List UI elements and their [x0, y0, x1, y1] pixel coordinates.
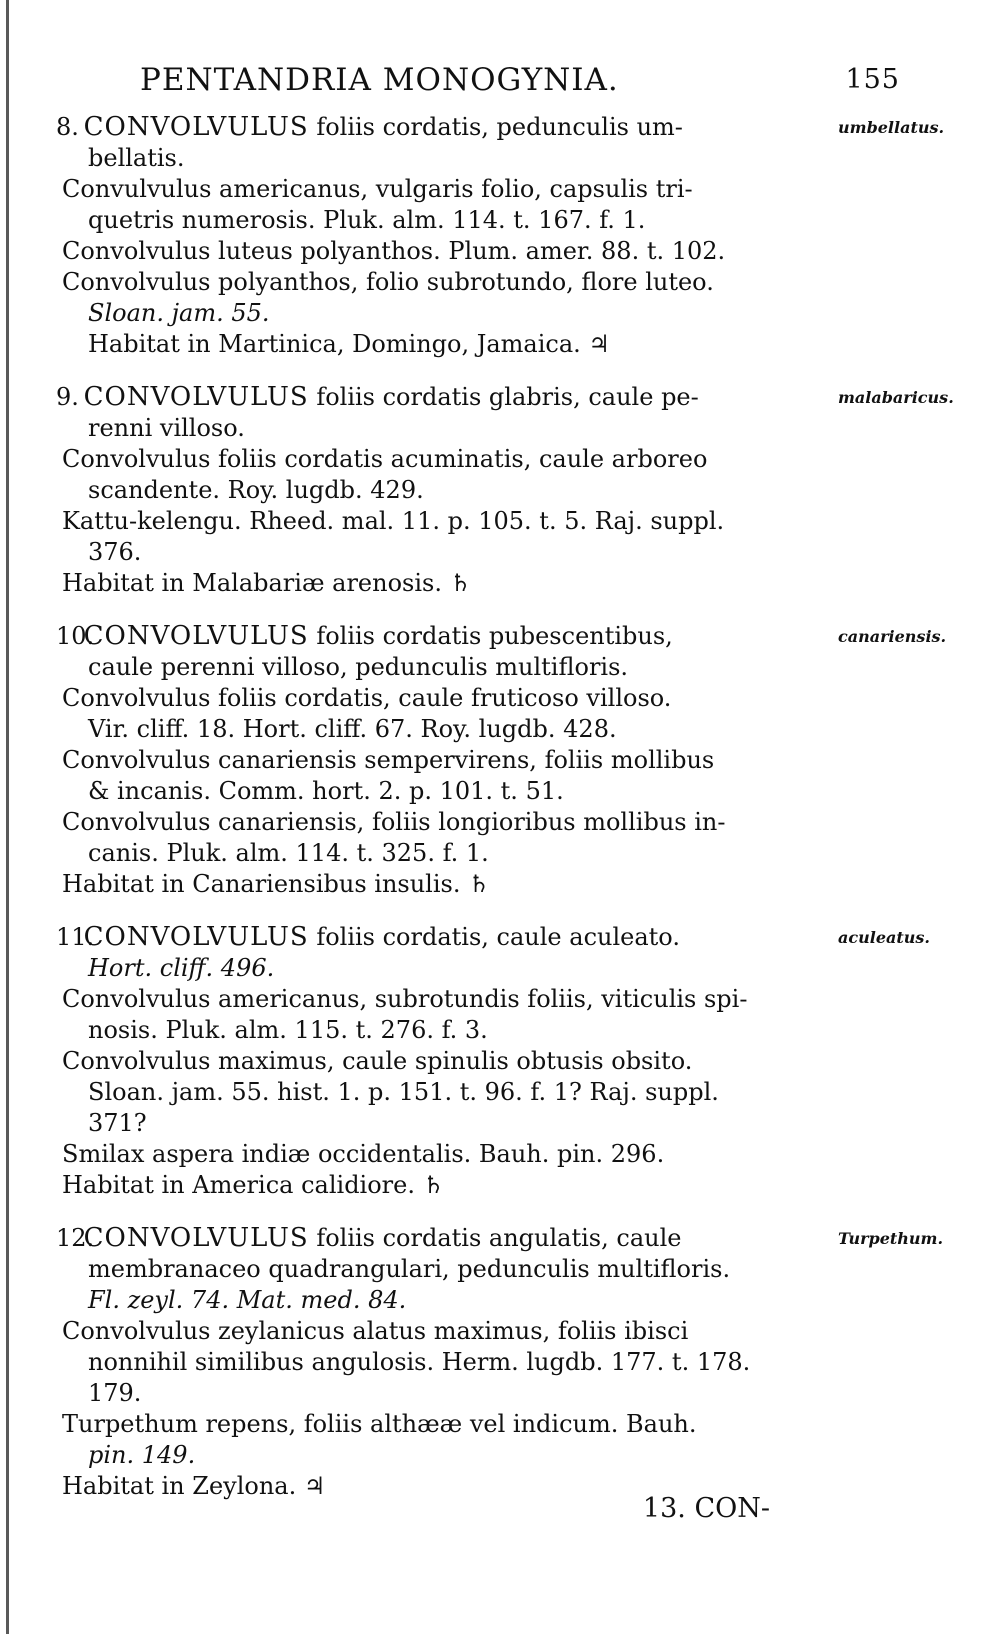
diagnosis: foliis cordatis, caule aculeato.	[316, 923, 680, 951]
entry-number: 10.	[56, 622, 95, 650]
genus-name: CONVOLVULUS	[83, 1223, 309, 1253]
synonym-line: Smilax aspera indiæ occidentalis. Bauh. pin. 296.	[62, 1140, 665, 1168]
synonym-line: Sloan. jam. 55. hist. 1. p. 151. t. 96. f. 1? Raj. suppl.	[88, 1078, 719, 1106]
genus-name: CONVOLVULUS	[83, 382, 309, 412]
habitat: Habitat in Zeylona. ♃	[62, 1472, 326, 1500]
habitat: Habitat in Malabariæ arenosis. ♄	[62, 569, 472, 597]
synonym-line: quetris numerosis. Pluk. alm. 114. t. 167. f. 1.	[88, 206, 646, 234]
diagnosis: foliis cordatis angulatis, caule	[316, 1224, 682, 1252]
diagnosis: foliis cordatis glabris, caule pe-	[316, 383, 699, 411]
catchword: 13. CON-	[642, 1493, 770, 1524]
synonym-line: Vir. cliff. 18. Hort. cliff. 67. Roy. lugdb. 428.	[88, 715, 617, 743]
synonym-line: Convolvulus luteus polyanthos. Plum. amer. 88. t. 102.	[62, 237, 726, 265]
habitat: Habitat in Canariensibus insulis. ♄	[62, 870, 490, 898]
synonym-line: Convolvulus polyanthos, folio subrotundo, flore luteo.	[62, 268, 714, 296]
header-title: PENTANDRIA MONOGYNIA.	[140, 62, 619, 98]
page-spine-edge	[6, 0, 9, 1634]
synonym-line: Kattu-kelengu. Rheed. mal. 11. p. 105. t. 5. Raj. suppl.	[62, 507, 725, 535]
species-entry-9	[56, 382, 954, 599]
synonym-line: nosis. Pluk. alm. 115. t. 276. f. 3.	[88, 1016, 488, 1044]
synonym-line: 371?	[88, 1109, 147, 1137]
synonym-line: pin. 149.	[88, 1441, 196, 1469]
genus-name: CONVOLVULUS	[83, 112, 309, 142]
species-entry-8	[56, 112, 945, 360]
synonym-line: Convolvulus foliis cordatis acuminatis, caule arboreo	[62, 445, 708, 473]
diagnosis-continued: membranaceo quadrangulari, pedunculis multifloris.	[88, 1255, 731, 1283]
entry-number: 9.	[56, 383, 79, 411]
synonym-line: Convulvulus americanus, vulgaris folio, capsulis tri-	[62, 175, 693, 203]
synonym-line: 179.	[88, 1379, 142, 1407]
diagnosis-continued: caule perenni villoso, pedunculis multifloris.	[88, 653, 629, 681]
genus-name: CONVOLVULUS	[83, 922, 309, 952]
trivial-name: umbellatus.	[838, 118, 945, 137]
species-entry-10	[56, 621, 947, 900]
synonym-line: & incanis. Comm. hort. 2. p. 101. t. 51.	[88, 777, 564, 805]
synonym-line: Convolvulus maximus, caule spinulis obtusis obsito.	[62, 1047, 693, 1075]
synonym-line: canis. Pluk. alm. 114. t. 325. f. 1.	[88, 839, 489, 867]
entry-number: 11.	[56, 923, 95, 951]
synonym-line: Turpethum repens, foliis althææ vel indicum. Bauh.	[62, 1410, 697, 1438]
diagnosis: foliis cordatis, pedunculis um-	[316, 113, 683, 141]
synonym-line: 376.	[88, 538, 142, 566]
synonym-line: nonnihil similibus angulosis. Herm. lugdb. 177. t. 178.	[88, 1348, 751, 1376]
diagnosis-continued: renni villoso.	[88, 414, 245, 442]
synonym-line: Convolvulus americanus, subrotundis foliis, viticulis spi-	[62, 985, 748, 1013]
synonym-line: Convolvulus canariensis, foliis longioribus mollibus in-	[62, 808, 726, 836]
trivial-name: canariensis.	[838, 627, 947, 646]
species-entries	[56, 112, 954, 1524]
synonym-line: Convolvulus zeylanicus alatus maximus, foliis ibisci	[62, 1317, 689, 1345]
synonym-line: scandente. Roy. lugdb. 429.	[88, 476, 424, 504]
habitat: Habitat in Martinica, Domingo, Jamaica. ♃	[88, 330, 610, 358]
genus-name: CONVOLVULUS	[83, 621, 309, 651]
synonym-line: Sloan. jam. 55.	[88, 299, 270, 327]
entry-number: 12.	[56, 1224, 95, 1252]
species-entry-11	[56, 922, 930, 1201]
diagnosis-continued: Hort. cliff. 496.	[88, 954, 275, 982]
trivial-name: aculeatus.	[838, 928, 930, 947]
species-entry-12	[56, 1223, 944, 1502]
synonym-line: Fl. zeyl. 74. Mat. med. 84.	[88, 1286, 407, 1314]
trivial-name: Turpethum.	[838, 1229, 944, 1248]
diagnosis: foliis cordatis pubescentibus,	[316, 622, 673, 650]
page-number: 155	[845, 64, 900, 95]
running-header	[140, 62, 920, 102]
synonym-line: Convolvulus canariensis sempervirens, foliis mollibus	[62, 746, 715, 774]
synonym-line: Convolvulus foliis cordatis, caule fruticoso villoso.	[62, 684, 672, 712]
trivial-name: malabaricus.	[838, 388, 954, 407]
habitat: Habitat in America calidiore. ♄	[62, 1171, 445, 1199]
diagnosis-continued: bellatis.	[88, 144, 185, 172]
entry-number: 8.	[56, 113, 79, 141]
